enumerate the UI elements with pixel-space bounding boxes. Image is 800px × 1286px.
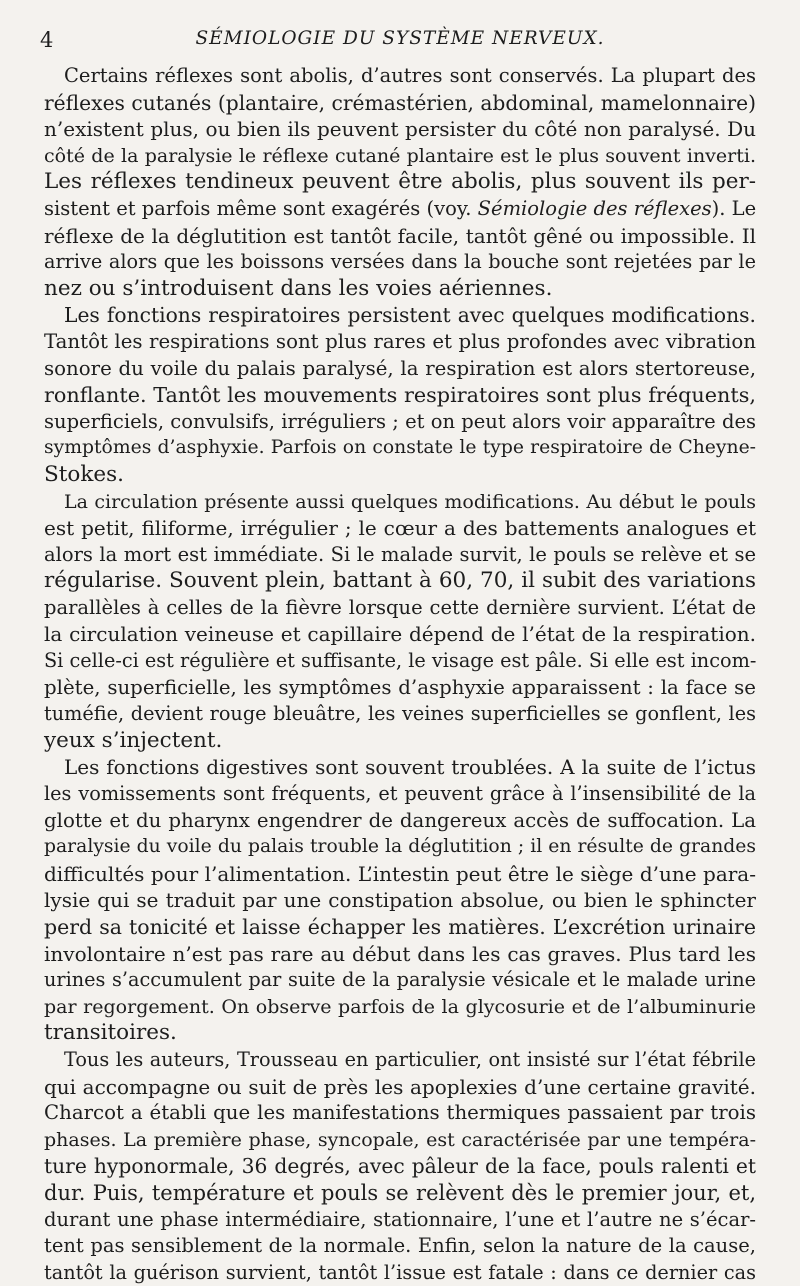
text-line: Les réflexes tendineux peuvent être abolis, plus souvent ils per- [44,169,756,195]
text-line: La circulation présente aussi quelques modifications. Au début le pouls [64,490,756,513]
text-line: Certains réflexes sont abolis, d’autres sont conservés. La plupart des [64,64,756,87]
paragraph [44,489,756,755]
text-line: nez ou s’introduisent dans les voies aériennes. [44,275,553,301]
text-line: yeux s’injectent. [44,727,223,753]
running-title: SÉMIOLOGIE DU SYSTÈME NERVEUX. [195,28,605,49]
paragraph [44,1047,756,1286]
text-line: la circulation veineuse et capillaire dépend de l’état de la respiration. [44,622,756,647]
text-line: Tous les auteurs, Trousseau en particulier, ont insisté sur l’état fébrile [64,1047,756,1071]
text-line: réflexe de la déglutition est tantôt facile, tantôt gêné ou impossible. Il [44,223,756,248]
text-line: parallèles à celles de la fièvre lorsque cette dernière survient. L’état de [44,595,756,619]
text-line: lysie qui se traduit par une constipation absolue, ou bien le sphincter [44,888,756,913]
text-line: dur. Puis, température et pouls se relèvent dès le premier jour, et, [44,1180,756,1205]
text-line: involontaire n’est pas rare au début dans les cas graves. Plus tard les [44,941,756,966]
text-line: Stokes. [44,461,124,487]
text-line: ronflante. Tantôt les mouvements respiratoires sont plus fréquents, [44,383,756,408]
text-line: alors la mort est immédiate. Si le malade survit, le pouls se relève et se [44,542,756,566]
text-line: par regorgement. On observe parfois de la glycosurie et de l’albuminurie [44,995,756,1018]
body-text [44,63,756,1286]
text-line: difficultés pour l’alimentation. L’intestin peut être le siège d’une para- [44,861,756,886]
text-line: les vomissements sont fréquents, et peuvent grâce à l’insensibilité de la [44,782,756,806]
text-line: régularise. Souvent plein, battant à 60, 70, il subit des variations [44,568,756,594]
text-line: Tantôt les respirations sont plus rares et plus profondes avec vibration [44,329,756,353]
text-line: plète, superficielle, les symptômes d’asphyxie apparaissent : la face se [44,675,756,699]
page-header [40,28,760,58]
text-line: phases. La première phase, syncopale, est caractérisée par une tempéra- [44,1128,756,1151]
text-line: sonore du voile du palais paralysé, la respiration est alors stertoreuse, [44,356,756,380]
text-segment: ). Le [711,196,757,220]
text-line: côté de la paralysie le réflexe cutané plantaire est le plus souvent inverti. [44,144,756,167]
text-line: n’existent plus, ou bien ils peuvent persister du côté non paralysé. Du [44,117,756,142]
paragraph [44,754,756,1047]
text-line: est petit, filiforme, irrégulier ; le cœur a des battements analogues et [44,516,756,541]
text-line [44,196,756,223]
text-line: Si celle-ci est régulière et suffisante, le visage est pâle. Si elle est incom- [44,649,757,673]
text-line: Les fonctions digestives sont souvent troublées. A la suite de l’ictus [64,755,756,780]
paragraph [44,302,756,488]
page-number: 4 [40,28,54,52]
text-line: Les fonctions respiratoires persistent avec quelques modifications. [64,303,756,328]
paragraph [44,63,756,302]
text-line: réflexes cutanés (plantaire, crémastérien, abdominal, mamelonnaire) [44,90,757,115]
text-line: qui accompagne ou suit de près les apoplexies d’une certaine gravité. [44,1074,756,1099]
text-segment: sistent et parfois même sont exagérés (voy. [44,196,478,220]
emphasis-text: Sémiologie des réflexes [477,196,712,220]
text-line: tuméfie, devient rouge bleuâtre, les veines superficielles se gonflent, les [44,702,756,726]
text-line: glotte et du pharynx engendrer de dangereux accès de suffocation. La [44,808,756,832]
text-line: ture hyponormale, 36 degrés, avec pâleur de la face, pouls ralenti et [44,1154,756,1179]
text-line: transitoires. [44,1020,177,1046]
text-line: urines s’accumulent par suite de la paralysie vésicale et le malade urine [44,968,756,992]
text-line: perd sa tonicité et laisse échapper les matières. L’excrétion urinaire [44,915,756,939]
text-line: arrive alors que les boissons versées dans la bouche sont rejetées par le [44,250,756,274]
text-line: superficiels, convulsifs, irréguliers ; et on peut alors voir apparaître des [44,409,756,433]
text-line: tantôt la guérison survient, tantôt l’issue est fatale : dans ce dernier cas [44,1260,756,1284]
text-line: durant une phase intermédiaire, stationnaire, l’une et l’autre ne s’écar- [44,1207,756,1231]
text-line: paralysie du voile du palais trouble la déglutition ; il en résulte de grandes [44,836,756,858]
text-line: Charcot a établi que les manifestations thermiques passaient par trois [44,1101,756,1125]
text-line: symptômes d’asphyxie. Parfois on constate le type respiratoire de Cheyne- [44,437,756,459]
text-line: tent pas sensiblement de la normale. Enfin, selon la nature de la cause, [44,1234,756,1258]
